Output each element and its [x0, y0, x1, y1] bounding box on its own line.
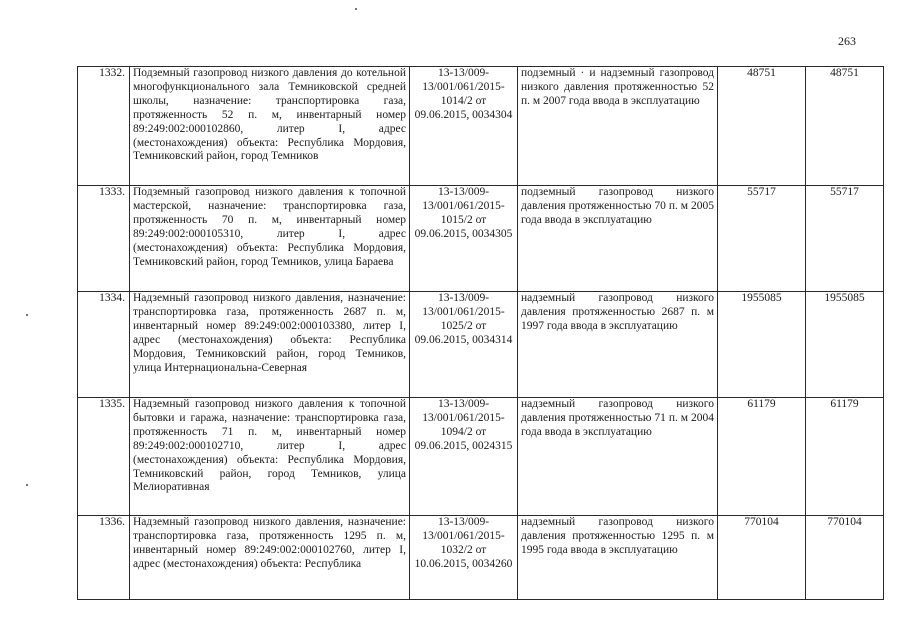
page-number: 263 — [838, 34, 856, 48]
value-cell: 61179 — [806, 398, 884, 516]
object-description-cell: Надземный газопровод низкого давления к топочной бытовки и гаража, назначение: транспортировка газа, протяженность 71 п. м, инвентарный номер 89:249:002:000102710, литер I, адрес (местонахождения) объекта: Республика Мордовия, Темниковский район, город Темников, улица Мелиоративная — [130, 398, 410, 516]
object-description-cell: Подземный газопровод низкого давления до котельной многофункционального зала Темниковской средней школы, назначение: транспортировка газа, протяженность 52 п. м, инвентарный номер 89:249:002:000102860, литер I, адрес (местонахождения) объекта: Республика Мордовия, Темниковский район, город Темников — [130, 67, 410, 186]
registration-record-cell: 13-13/009-13/001/061/2015-1025/2 от 09.06.2015, 0034314 — [410, 292, 518, 398]
object-characteristics-cell: надземный газопровод низкого давления протяженностью 2687 п. м 1997 года ввода в эксплуатацию — [518, 292, 718, 398]
object-characteristics-cell: подземный газопровод низкого давления протяженностью 70 п. м 2005 года ввода в эксплуатацию — [518, 186, 718, 292]
row-number-cell: 1336. — [78, 516, 130, 600]
object-characteristics-cell: надземный газопровод низкого давления протяженностью 71 п. м 2004 года ввода в эксплуатацию — [518, 398, 718, 516]
value-cell: 770104 — [806, 516, 884, 600]
row-number-cell: 1332. — [78, 67, 130, 186]
value-cell: 1955085 — [718, 292, 806, 398]
scan-speck — [355, 8, 357, 10]
object-description-cell: Надземный газопровод низкого давления, назначение: транспортировка газа, протяженность 1295 п. м, инвентарный номер 89:249:002:000102760, литер I, адрес (местонахождения) объекта: Республика — [130, 516, 410, 600]
table-row — [78, 67, 884, 186]
registration-record-cell: 13-13/009-13/001/061/2015-1014/2 от 09.06.2015, 0034304 — [410, 67, 518, 186]
value-cell: 55717 — [806, 186, 884, 292]
scan-speck — [26, 484, 28, 486]
value-cell: 48751 — [718, 67, 806, 186]
table-row — [78, 398, 884, 516]
row-number-cell: 1334. — [78, 292, 130, 398]
registration-record-cell: 13-13/009-13/001/061/2015-1094/2 от 09.06.2015, 0024315 — [410, 398, 518, 516]
object-characteristics-cell: надземный газопровод низкого давления протяженностью 1295 п. м 1995 года ввода в эксплуатацию — [518, 516, 718, 600]
table-row — [78, 292, 884, 398]
registration-record-cell: 13-13/009-13/001/061/2015-1032/2 от 10.06.2015, 0034260 — [410, 516, 518, 600]
registration-record-cell: 13-13/009-13/001/061/2015-1015/2 от 09.06.2015, 0034305 — [410, 186, 518, 292]
property-register-table — [77, 66, 884, 600]
row-number-cell: 1333. — [78, 186, 130, 292]
table-row — [78, 186, 884, 292]
value-cell: 61179 — [718, 398, 806, 516]
scan-speck — [26, 314, 28, 316]
row-number-cell: 1335. — [78, 398, 130, 516]
value-cell: 770104 — [718, 516, 806, 600]
value-cell: 48751 — [806, 67, 884, 186]
value-cell: 1955085 — [806, 292, 884, 398]
table-row — [78, 516, 884, 600]
object-description-cell: Надземный газопровод низкого давления, назначение: транспортировка газа, протяженность 2687 п. м, инвентарный номер 89:249:002:000103380, литер I, адрес (местонахождения) объекта: Республика Мордовия, Темниковский район, город Темников, улица Интернациональна-Северная — [130, 292, 410, 398]
object-description-cell: Подземный газопровод низкого давления к топочной мастерской, назначение: транспортировка газа, протяженность 70 п. м, инвентарный номер 89:249:002:000105310, литер I, адрес (местонахождения) объекта: Республика Мордовия, Темниковский район, город Темников, улица Бараева — [130, 186, 410, 292]
value-cell: 55717 — [718, 186, 806, 292]
object-characteristics-cell: подземный · и надземный газопровод низкого давления протяженностью 52 п. м 2007 года ввода в эксплуатацию — [518, 67, 718, 186]
